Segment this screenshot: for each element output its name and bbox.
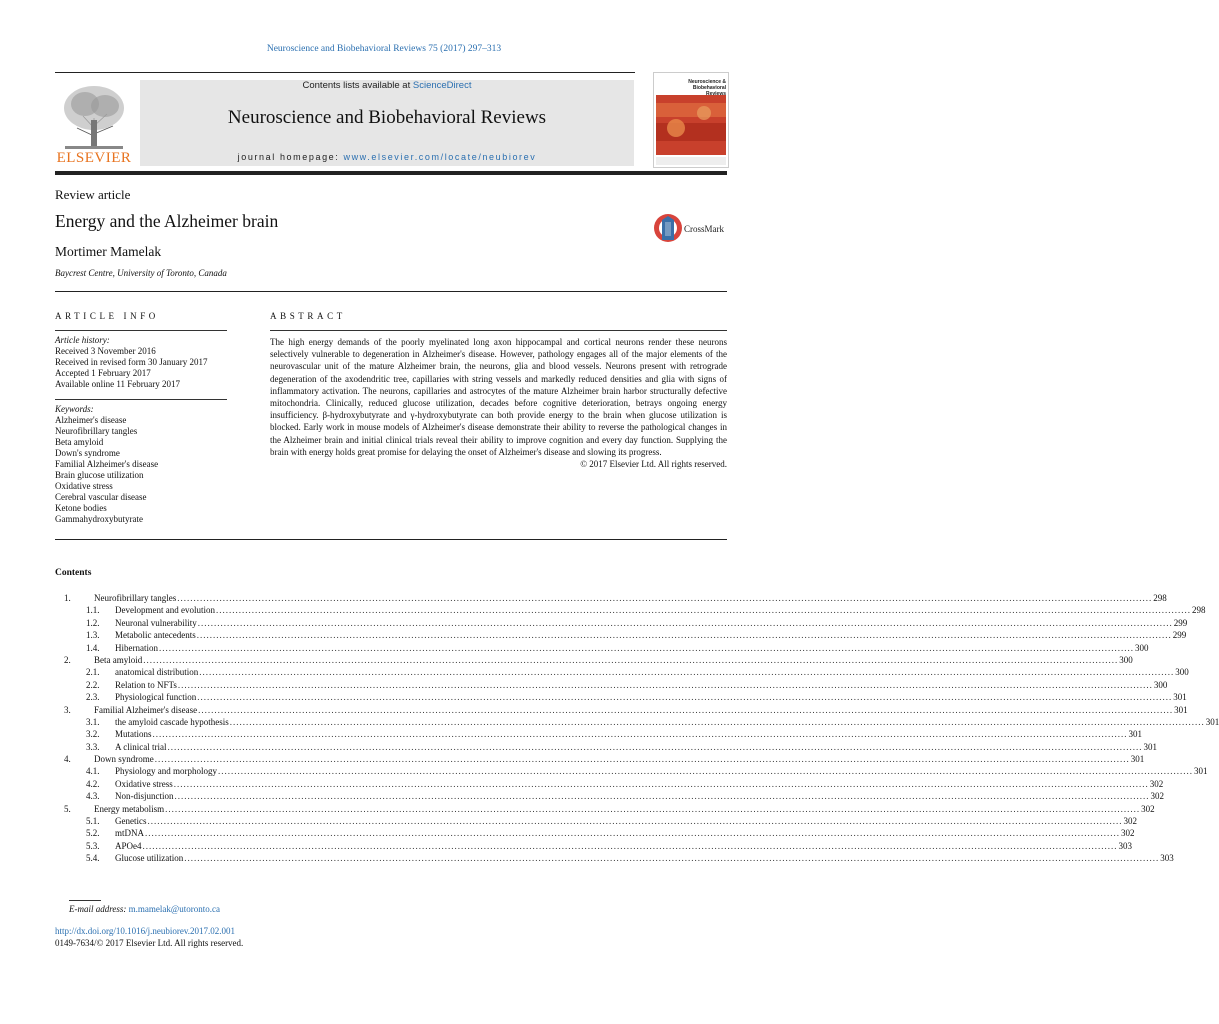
toc-entry[interactable] — [55, 642, 1149, 654]
toc-entry-number: 4.1. — [86, 766, 100, 777]
toc-entry-page: 298 — [1153, 593, 1167, 603]
keyword: Beta amyloid — [55, 437, 104, 447]
abstract-rule — [270, 330, 727, 331]
toc-entry[interactable] — [55, 704, 1188, 716]
toc-entry[interactable] — [55, 728, 1143, 740]
toc-leader-dots: ............................................................................................................................................................................................................................................................................................................ — [177, 679, 1153, 690]
toc-entry-title[interactable]: A clinical trial — [115, 741, 167, 752]
toc-entry-number: 5.2. — [86, 828, 100, 839]
history-received: Received 3 November 2016 — [55, 346, 156, 356]
toc-entry-page: 302 — [1149, 778, 1164, 789]
toc-entry-page: 298 — [1191, 605, 1206, 616]
toc-leader-dots: ............................................................................................................................................................................................................................................................................................................ — [229, 716, 1205, 727]
email-link[interactable]: m.mamelak@utoronto.ca — [128, 904, 220, 914]
table-of-contents — [55, 592, 1219, 865]
toc-entry-number: 4.3. — [86, 791, 100, 802]
toc-entry[interactable] — [55, 679, 1168, 691]
history-online: Available online 11 February 2017 — [55, 379, 180, 389]
toc-entry-page: 300 — [1175, 667, 1189, 678]
toc-leader-dots: ............................................................................................................................................................................................................................................................................................................ — [165, 803, 1141, 814]
toc-entry-number: 3.1. — [86, 716, 100, 727]
toc-entry-number: 5.1. — [86, 816, 100, 827]
journal-homepage-line — [140, 152, 634, 162]
journal-name: Neuroscience and Biobehavioral Reviews — [227, 107, 547, 128]
toc-leader-dots: ............................................................................................................................................................................................................................................................................................................ — [177, 593, 1153, 603]
toc-entry-page: 301 — [1194, 766, 1208, 777]
toc-leader-dots: ............................................................................................................................................................................................................................................................................................................ — [154, 754, 1130, 765]
toc-entry-page: 301 — [1174, 704, 1188, 715]
keyword: Oxidative stress — [55, 481, 113, 491]
article-info-heading: ARTICLE INFO — [55, 311, 159, 321]
toc-leader-dots: ............................................................................................................................................................................................................................................................................................................ — [196, 630, 1172, 641]
toc-entry-title[interactable]: Mutations — [115, 729, 152, 740]
toc-entry-number: 5. — [64, 803, 71, 814]
toc-entry[interactable] — [55, 592, 1167, 604]
keyword: Ketone bodies — [55, 503, 107, 513]
toc-entry[interactable] — [55, 840, 1132, 852]
homepage-link[interactable]: www.elsevier.com/locate/neubiorev — [343, 152, 537, 162]
keywords-label: Keywords: — [55, 404, 94, 414]
header-thick-rule — [55, 171, 727, 175]
toc-entry[interactable] — [55, 790, 1164, 802]
toc-entry-number: 1.2. — [86, 617, 100, 628]
toc-entry-number: 2. — [64, 654, 71, 665]
toc-entry-number: 3. — [64, 704, 71, 715]
article-author[interactable]: Mortimer Mamelak — [55, 244, 162, 259]
toc-entry-title[interactable]: Development and evolution — [115, 605, 215, 616]
abstract-body — [270, 336, 727, 470]
keyword: Neurofibrillary tangles — [55, 426, 138, 436]
toc-leader-dots: ............................................................................................................................................................................................................................................................................................................ — [167, 741, 1143, 752]
toc-entry-title[interactable]: Physiology and morphology — [115, 766, 218, 777]
toc-entry[interactable] — [55, 691, 1187, 703]
abstract-text: The high energy demands of the poorly myelinated long axon hippocampal and cortical neurons render these neurons selectively vulnerable to degeneration in Alzheimer's disease. However, pathology engages all of the major elements of the neurovascular unit of the mature Alzheimer brain, the neurons, glia and blood vessels. Neurons present with retrograde degeneration of the axodendritic tree, capillaries with string vessels and markedly reduced densities and glia with signs of inflammatory activation. The neurons, capillaries and astrocytes of the mature Alzheimer brain harbor structurally defective mitochondria. Clinically, reduced glucose utilization, decades before cognitive deterioration, betrays ongoing energy insufficiency. β-hydroxybutyrate and γ-hydroxybutyrate can both provide energy to the brain when glucose utilization is blocked. Early work in mouse models of Alzheimer's disease demonstrate their ability to reverse the pathological changes in the Alzheimer brain and initial clinical trials reveal their ability to improve cognition and every day function. Supplying the brain with energy holds great promise for delaying the onset of Alzheimer's disease and slowing its progress. — [270, 337, 727, 457]
toc-entry-number: 2.1. — [86, 667, 100, 678]
toc-entry[interactable] — [55, 778, 1164, 790]
contents-heading: Contents — [55, 568, 92, 578]
toc-entry-title[interactable]: Neurofibrillary tangles — [94, 593, 177, 603]
toc-entry-page: 302 — [1121, 828, 1135, 839]
toc-entry-page: 301 — [1205, 716, 1219, 727]
toc-entry[interactable] — [55, 617, 1188, 629]
toc-entry-title[interactable]: Neuronal vulnerability — [115, 617, 197, 628]
toc-leader-dots: ............................................................................................................................................................................................................................................................................................................ — [159, 642, 1134, 653]
toc-leader-dots: ............................................................................................................................................................................................................................................................................................................ — [197, 617, 1173, 628]
toc-leader-dots: ............................................................................................................................................................................................................................................................................................................ — [198, 704, 1174, 715]
contents-available-line — [140, 80, 634, 91]
issn-copyright: 0149-7634/© 2017 Elsevier Ltd. All rights reserved. — [55, 938, 244, 948]
article-info-rule-2 — [55, 399, 227, 400]
toc-entry-title[interactable]: Oxidative stress — [115, 778, 173, 789]
toc-leader-dots: ............................................................................................................................................................................................................................................................................................................ — [145, 828, 1120, 839]
toc-leader-dots: ............................................................................................................................................................................................................................................................................................................ — [199, 667, 1175, 678]
toc-entry[interactable] — [55, 827, 1135, 839]
toc-leader-dots: ............................................................................................................................................................................................................................................................................................................ — [152, 729, 1128, 740]
email-label: E-mail address: — [69, 904, 127, 914]
toc-entry-page: 302 — [1141, 803, 1155, 814]
toc-entry-number: 5.3. — [86, 840, 100, 851]
toc-entry-page: 301 — [1173, 692, 1187, 703]
article-info-rule-1 — [55, 330, 227, 331]
toc-entry-page: 301 — [1143, 741, 1157, 752]
toc-leader-dots: ............................................................................................................................................................................................................................................................................................................ — [197, 692, 1173, 703]
toc-entry-number: 1. — [64, 593, 71, 603]
toc-entry-number: 3.3. — [86, 741, 100, 752]
toc-entry-number: 1.1. — [86, 605, 100, 616]
toc-entry-title[interactable]: the amyloid cascade hypothesis — [115, 716, 229, 727]
toc-leader-dots: ............................................................................................................................................................................................................................................................................................................ — [173, 778, 1149, 789]
toc-entry-page: 300 — [1135, 642, 1149, 653]
toc-entry-page: 299 — [1172, 630, 1187, 641]
toc-entry-number: 4.2. — [86, 778, 100, 789]
keyword: Cerebral vascular disease — [55, 492, 147, 502]
toc-leader-dots: ............................................................................................................................................................................................................................................................................................................ — [174, 791, 1150, 802]
toc-entry-title[interactable]: Genetics — [115, 816, 147, 827]
crossmark-label: CrossMark — [684, 224, 724, 234]
toc-entry-title[interactable]: APOe4 — [115, 840, 142, 851]
history-revised: Received in revised form 30 January 2017 — [55, 357, 208, 367]
toc-leader-dots: ............................................................................................................................................................................................................................................................................................................ — [218, 766, 1194, 777]
toc-entry-title[interactable]: mtDNA — [115, 828, 144, 839]
toc-entry-page: 301 — [1130, 754, 1145, 765]
toc-entry-page: 302 — [1123, 816, 1137, 827]
journal-citation[interactable]: Neuroscience and Biobehavioral Reviews 75 (2017) 297–313 — [266, 44, 502, 54]
author-affiliation: Baycrest Centre, University of Toronto, Canada — [55, 268, 227, 278]
toc-entry[interactable] — [55, 629, 1187, 641]
keyword: Alzheimer's disease — [55, 415, 127, 425]
contents-prefix: Contents lists available at — [302, 80, 413, 91]
toc-entry-title[interactable]: Beta amyloid — [94, 654, 143, 665]
toc-entry-title[interactable]: Down syndrome — [94, 754, 154, 765]
toc-entry-title[interactable]: Familial Alzheimer's disease — [94, 704, 198, 715]
toc-leader-dots: ............................................................................................................................................................................................................................................................................................................ — [147, 816, 1123, 827]
toc-entry[interactable] — [55, 803, 1155, 815]
toc-entry-title[interactable]: Energy metabolism — [94, 803, 165, 814]
header-top-rule — [55, 72, 635, 73]
article-history — [55, 335, 207, 390]
toc-leader-dots: ............................................................................................................................................................................................................................................................................................................ — [184, 853, 1160, 864]
toc-entry[interactable] — [55, 654, 1133, 666]
toc-entry[interactable] — [55, 741, 1157, 753]
keyword: Familial Alzheimer's disease — [55, 459, 159, 469]
doi-link[interactable]: http://dx.doi.org/10.1016/j.neubiorev.2017.02.001 — [55, 926, 235, 936]
homepage-prefix: journal homepage: — [237, 152, 344, 162]
toc-entry-title[interactable]: anatomical distribution — [115, 667, 199, 678]
contents-top-rule — [55, 539, 727, 540]
toc-entry-title[interactable]: Hibernation — [115, 642, 158, 653]
elsevier-wordmark: ELSEVIER — [56, 150, 132, 166]
keyword: Gammahydroxybutyrate — [55, 514, 143, 524]
toc-entry[interactable] — [55, 604, 1206, 616]
toc-entry-page: 303 — [1118, 840, 1132, 851]
crossmark-icon — [652, 212, 684, 244]
toc-entry-number: 1.3. — [86, 630, 100, 641]
toc-leader-dots: ............................................................................................................................................................................................................................................................................................................ — [215, 605, 1191, 616]
toc-entry[interactable] — [55, 666, 1189, 678]
abstract-heading: ABSTRACT — [270, 311, 346, 321]
toc-entry-title[interactable]: Relation to NFTs — [115, 679, 177, 690]
toc-entry[interactable] — [55, 716, 1219, 728]
journal-cover-thumbnail[interactable] — [653, 72, 729, 168]
article-type: Review article — [55, 187, 131, 202]
keyword: Brain glucose utilization — [55, 470, 144, 480]
toc-entry-page: 299 — [1173, 617, 1188, 628]
history-accepted: Accepted 1 February 2017 — [55, 368, 151, 378]
abstract-copyright: © 2017 Elsevier Ltd. All rights reserved. — [580, 459, 727, 470]
toc-leader-dots: ............................................................................................................................................................................................................................................................................................................ — [142, 840, 1118, 851]
toc-entry-number: 1.4. — [86, 642, 100, 653]
toc-entry-page: 300 — [1153, 679, 1168, 690]
toc-entry-page: 303 — [1160, 853, 1174, 864]
toc-entry-number: 3.2. — [86, 729, 100, 740]
article-title: Energy and the Alzheimer brain — [55, 211, 279, 231]
toc-entry-number: 4. — [64, 754, 71, 765]
keywords — [55, 404, 158, 525]
toc-entry-number: 2.2. — [86, 679, 100, 690]
sciencedirect-link[interactable]: ScienceDirect — [412, 80, 472, 91]
toc-entry-number: 2.3. — [86, 692, 100, 703]
toc-entry-page: 300 — [1119, 654, 1133, 665]
toc-entry[interactable] — [55, 765, 1208, 777]
toc-entry-title[interactable]: Metabolic antecedents — [115, 630, 196, 641]
toc-entry-page: 301 — [1128, 729, 1143, 740]
cover-title: Neuroscience & Biobehavioral Reviews — [688, 79, 726, 97]
info-top-rule — [55, 291, 727, 292]
crossmark-badge[interactable] — [652, 212, 732, 246]
toc-entry[interactable] — [55, 852, 1174, 864]
toc-entry[interactable] — [55, 753, 1145, 765]
footnote-email — [69, 904, 220, 914]
toc-entry-page: 302 — [1150, 791, 1164, 802]
toc-entry-number: 5.4. — [86, 853, 100, 864]
toc-entry-title[interactable]: Physiological function — [115, 692, 197, 703]
toc-entry-title[interactable]: Non-disjunction — [115, 791, 174, 802]
toc-leader-dots: ............................................................................................................................................................................................................................................................................................................ — [143, 654, 1119, 665]
toc-entry-title[interactable]: Glucose utilization — [115, 853, 184, 864]
history-label: Article history: — [55, 335, 110, 345]
footnote-rule — [69, 900, 101, 901]
toc-entry[interactable] — [55, 815, 1137, 827]
keyword: Down's syndrome — [55, 448, 120, 458]
